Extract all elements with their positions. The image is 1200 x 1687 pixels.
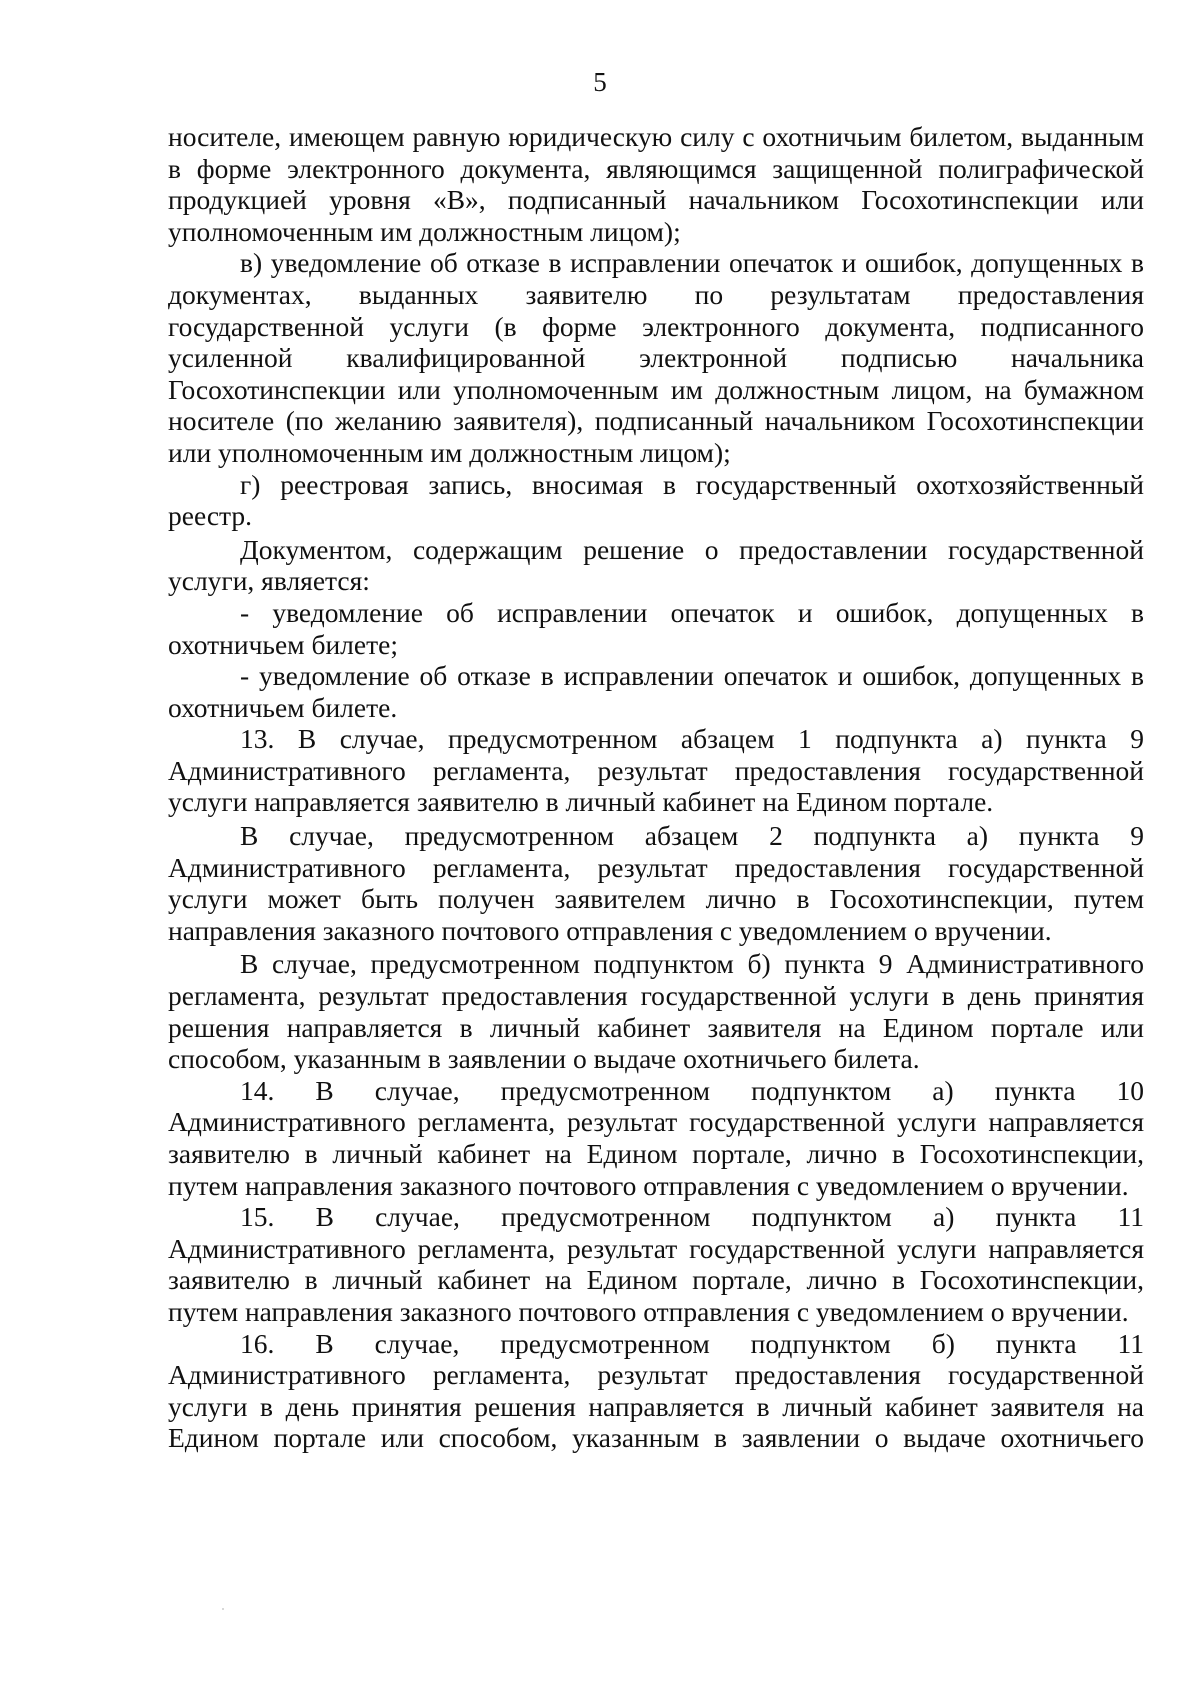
scan-artifact: [222, 1608, 224, 1610]
paragraph-dash-item-2: - уведомление об отказе в исправлении опечаток и ошибок, допущенных в охотничьем билете.: [168, 660, 1144, 723]
paragraph-14: 14. В случае, предусмотренном подпунктом а) пункта 10 Административного регламента, результат государственной услуги направляется заявителю в личный кабинет на Едином портале, лично в Госохотинспекции, путем направления заказного почтового отправления с уведомлением о вручении.: [168, 1074, 1144, 1201]
paragraph-continuation: носителе, имеющем равную юридическую силу с охотничьим билетом, выданным в форме электронного документа, являющимся защищенной полиграфической продукцией уровня «В», подписанный начальником Госохотинспекции или уполномоченным им должностным лицом);: [168, 121, 1144, 247]
paragraph-15: 15. В случае, предусмотренном подпунктом а) пункта 11 Административного регламента, результат государственной услуги направляется заявителю в личный кабинет на Едином портале, лично в Госохотинспекции, путем направления заказного почтового отправления с уведомлением о вручении.: [168, 1201, 1144, 1327]
page-number: 5: [593, 67, 607, 97]
paragraph-13: 13. В случае, предусмотренном абзацем 1 подпункта а) пункта 9 Административного регламента, результат предоставления государственной услуги направляется заявителю в личный кабинет на Едином портале.: [168, 723, 1144, 818]
paragraph-decision-document: Документом, содержащим решение о предоставлении государственной услуги, является:: [168, 533, 1144, 597]
paragraph-item-v: в) уведомление об отказе в исправлении опечаток и ошибок, допущенных в документах, выданных заявителю по результатам предоставления государственной услуги (в форме электронного документа, подписанного усиленной квалифицированной электронной подписью начальника Госохотинспекции или уполномоченным им должностным лицом, на бумажном носителе (по желанию заявителя), подписанный начальником Госохотинспекции или уполномоченным им должностным лицом);: [168, 247, 1144, 468]
document-body: [168, 121, 1144, 1454]
paragraph-13-podpunkt-b: В случае, предусмотренном подпунктом б) пункта 9 Административного регламента, результат предоставления государственной услуги в день принятия решения направляется в личный кабинет заявителя на Едином портале или способом, указанным в заявлении о выдаче охотничьего билета.: [168, 948, 1144, 1075]
paragraph-13-abzac-2: В случае, предусмотренном абзацем 2 подпункта а) пункта 9 Административного регламента, результат предоставления государственной услуги может быть получен заявителем лично в Госохотинспекции, путем направления заказного почтового отправления с уведомлением о вручении.: [168, 820, 1144, 946]
paragraph-dash-item-1: - уведомление об исправлении опечаток и ошибок, допущенных в охотничьем билете;: [168, 596, 1144, 660]
paragraph-16: 16. В случае, предусмотренном подпунктом б) пункта 11 Административного регламента, результат предоставления государственной услуги в день принятия решения направляется в личный кабинет заявителя на Едином портале или способом, указанным в заявлении о выдаче охотничьего: [168, 1327, 1144, 1454]
paragraph-item-g: г) реестровая запись, вносимая в государственный охотхозяйственный реестр.: [168, 468, 1144, 532]
